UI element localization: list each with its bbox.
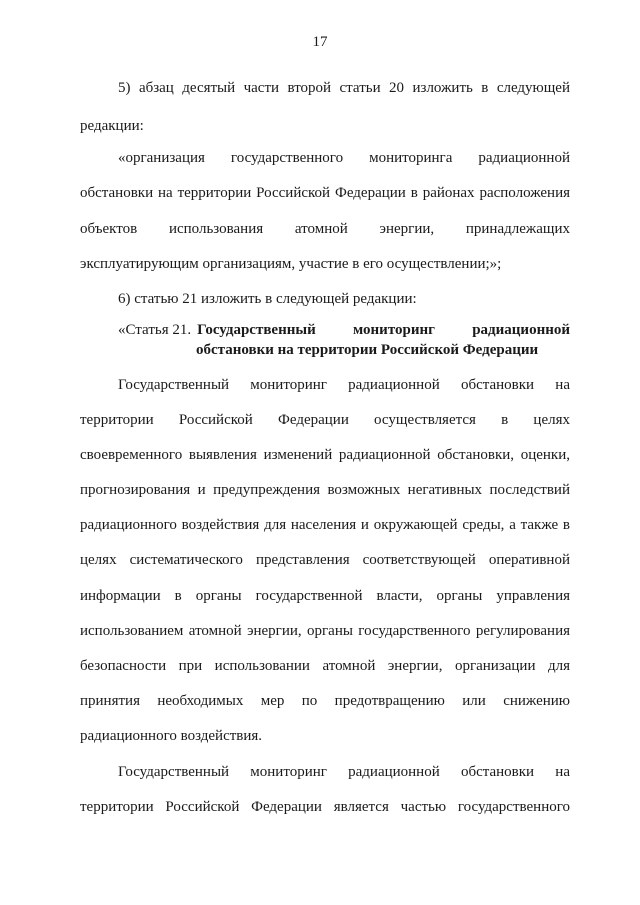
para1-line10: принятия необходимых мер по предотвращению или снижению bbox=[80, 693, 570, 709]
para1-line2: территории Российской Федерации осуществляется в целях bbox=[80, 412, 570, 428]
para1-line3: своевременного выявления изменений радиационной обстановки, оценки, bbox=[80, 447, 570, 463]
article-heading bbox=[118, 320, 570, 360]
quote1-line3: объектов использования атомной энергии, принадлежащих bbox=[80, 221, 570, 237]
para1-line6: целях систематического представления соответствующей оперативной bbox=[80, 552, 570, 568]
para1-line11: радиационного воздействия. bbox=[80, 728, 263, 744]
quote1-line4: эксплуатирующим организациям, участие в его осуществлении;»; bbox=[80, 256, 502, 272]
page-number: 17 bbox=[312, 34, 328, 50]
item5-line2: редакции: bbox=[80, 118, 144, 134]
quote1-line1: «организация государственного мониторинга радиационной bbox=[118, 150, 570, 166]
para1-line7: информации в органы государственной власти, органы управления bbox=[80, 588, 570, 604]
article-heading-title-line2: обстановки на территории Российской Федерации bbox=[196, 342, 539, 358]
para1-line9: безопасности при использовании атомной энергии, организации для bbox=[80, 658, 570, 674]
para1-line4: прогнозирования и предупреждения возможных негативных последствий bbox=[80, 482, 570, 498]
para1-line8: использованием атомной энергии, органы государственного регулирования bbox=[80, 623, 570, 639]
quote1-line2: обстановки на территории Российской Федерации в районах расположения bbox=[80, 185, 570, 201]
para1-line5: радиационного воздействия для населения и окружающей среды, а также в bbox=[80, 517, 570, 533]
para1-line1: Государственный мониторинг радиационной обстановки на bbox=[118, 377, 570, 393]
para2-line1: Государственный мониторинг радиационной обстановки на bbox=[118, 764, 570, 780]
item5-line1: 5) абзац десятый части второй статьи 20 изложить в следующей bbox=[118, 80, 570, 96]
article-heading-prefix: «Статья 21. bbox=[118, 322, 192, 338]
article-heading-title-line1: Государственный мониторинг радиационной bbox=[197, 322, 570, 338]
item6-line: 6) статью 21 изложить в следующей редакции: bbox=[118, 291, 417, 307]
para2-line2: территории Российской Федерации является частью государственного bbox=[80, 799, 570, 815]
